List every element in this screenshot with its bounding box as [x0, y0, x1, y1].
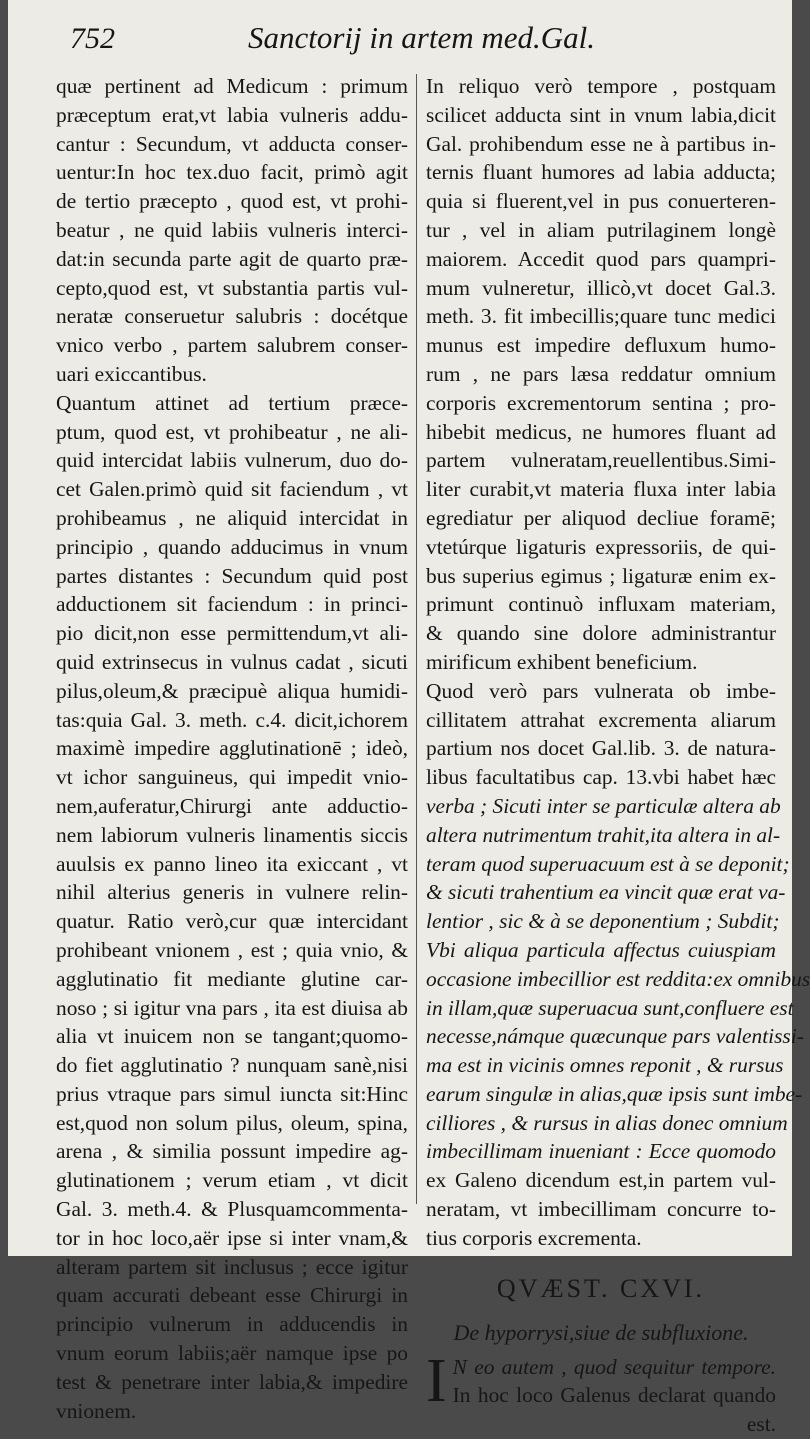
text-line: imbecillimam inueniant : Ecce quomodo [426, 1139, 776, 1164]
text-line: alteram partem sit inclusus ; ecce igitur [56, 1254, 408, 1279]
text-line: necesse,námque quæcunque pars valentissi- [426, 1024, 804, 1049]
text-line: neratam, vt imbecillimam concurre to- [426, 1197, 776, 1222]
text-line: tur , vel in aliam putrilaginem longè [426, 217, 776, 242]
text-line: test & penetrare inter labia,& impedire [56, 1369, 408, 1394]
left-column [56, 72, 408, 1425]
text-line: neratæ conseruetur salubris : docétque [56, 304, 408, 329]
drop-cap: I [426, 1346, 447, 1415]
text-line: ex Galeno dicendum est,in partem vul- [426, 1168, 776, 1193]
text-line: cet Galen.primò quid sit faciendum , vt [56, 477, 408, 502]
text-line: beatur , ne quid labiis vulneris interci- [56, 217, 408, 242]
text-line: dat:in secunda parte agit de quarto præ- [56, 246, 408, 271]
text-line: prohibeamus , ne aliquid intercidat in [56, 505, 408, 530]
text-line: ma est in vicinis omnes reponit , & rursus [426, 1053, 784, 1078]
text-line: teram quod superuacuum est à se deponit; [426, 851, 790, 876]
text-line: rum , ne pars læsa reddatur omnium [426, 361, 776, 386]
quaestio-text [426, 1346, 776, 1439]
text-line: principio , quando adducimus in vnum [56, 534, 408, 559]
text-line: do fiet agglutinatio ? nunquam sanè,nisi [56, 1053, 408, 1078]
running-title: Sanctorij in artem med.Gal. [248, 20, 595, 55]
text-line: & sicuti trahentium ea vincit quæ erat va- [426, 880, 786, 905]
text-line: alia vt inuicem non se tangant;quomo- [56, 1024, 408, 1049]
text-line: In reliquo verò tempore , postquam [426, 74, 776, 98]
text-line: prohibeant vnionem , est ; quia vnio, & [56, 937, 408, 962]
text-line: maiorem. Accedit quod pars quampri- [426, 246, 776, 271]
text-line: quid intercidat labiis vulnerum, duo do- [56, 448, 408, 473]
text-line: Gal. prohibendum esse ne à partibus in- [426, 131, 776, 156]
right-column-text [426, 72, 810, 1253]
text-line: partium nos docet Gal.lib. 3. de natura- [426, 736, 776, 761]
text-line: munus est impedire defluxum humo- [426, 333, 776, 358]
text-line: cilliores , & rursus in alias donec omnium [426, 1110, 788, 1135]
text-line: mum vulneretur, illicò,vt docet Gal.3. [426, 275, 776, 300]
page-number: 752 [70, 22, 115, 55]
quaestio-heading: QVÆST. CXVI. [496, 1273, 706, 1303]
text-line: vt ichor sanguineus, qui impedit vnio- [56, 765, 408, 790]
text-line: N eo autem , quod sequitur tempore. [452, 1354, 776, 1379]
text-line: corporis excrementorum sentina ; pro- [426, 390, 776, 415]
text-line: præceptum erat,vt labia vulneris addu- [56, 102, 408, 127]
text-line: vnionem. [56, 1398, 137, 1423]
text-line: nem labiorum vulneris linamentis siccis [56, 822, 408, 847]
quaestio-subtitle: De hyporrysi,siue de subfluxione. [453, 1319, 749, 1345]
text-line: pilus,oleum,& præcipuè aliqua humidi- [56, 678, 408, 703]
book-page [8, 0, 810, 1437]
text-line: egrediatur per aliquod decliue foramē; [426, 505, 776, 530]
text-line: quam accurati debeant esse Chirurgi in [56, 1283, 408, 1308]
text-line: quæ pertinent ad Medicum : primum [56, 74, 408, 98]
text-line: Gal. 3. meth.4. & Plusquamcommenta- [56, 1197, 408, 1222]
text-line: vnum eorum labiis;aër namque ipse po [56, 1341, 408, 1366]
text-line: auulsis ex panno lineo ita exiccant , vt [56, 851, 408, 876]
text-line: vtetúrque ligaturis expressoriis, de qui- [426, 534, 776, 559]
text-line: primunt continuò influxam materiam, [426, 592, 776, 617]
text-line: earum singulæ in alias,quæ ipsis sunt imbe- [426, 1081, 803, 1106]
text-line: cepto,quod est, vt substantia partis vul- [56, 275, 408, 300]
text-line: in illam,quæ superuacua sunt,confluere est [426, 995, 794, 1020]
text-line: agglutinatio fit mediante glutine car- [56, 966, 408, 991]
text-line: principio vulnerum in adducendis in [56, 1312, 408, 1337]
text-line: Quod verò pars vulnerata ob imbe- [426, 678, 776, 703]
text-line: meth. 3. fit imbecillis;quare tunc medici [426, 304, 776, 329]
text-line: occasione imbecillior est reddita:ex omnibus [426, 966, 810, 991]
text-line: & quando sine dolore administrantur [426, 621, 776, 646]
text-line: uentur:In hoc tex.duo facit, primò agit [56, 160, 408, 185]
text-line: partem vulneratam,reuellentibus.Simi- [426, 448, 776, 473]
text-line: arena , & similia possunt impedire ag- [56, 1139, 408, 1164]
text-line: verba ; Sicuti inter se particulæ altera ab [426, 793, 781, 818]
text-line: quid extrinsecus in vulnus cadat , sicuti [56, 649, 408, 674]
text-line: glutinationem ; verum etiam , vt dicit [56, 1168, 408, 1193]
text-line: adductionem sit faciendum : in princi- [56, 592, 408, 617]
text-line: hibebit medicus, ne humores fluant ad [426, 419, 776, 444]
text-line: partes distantes : Secundum quid post [56, 563, 408, 588]
text-line: uari exiccantibus. [56, 361, 207, 386]
right-column [426, 72, 810, 1439]
text-line: altera nutrimentum trahit,ita altera in al- [426, 822, 781, 847]
column-divider [416, 74, 417, 1204]
text-line: tius corporis excrementa. [426, 1225, 642, 1250]
text-line: cantur : Secundum, vt adducta conser- [56, 131, 408, 156]
text-line: ternis fluant humores ad labia adducta; [426, 160, 776, 185]
text-line: scilicet adducta sint in vnum labia,dicit [426, 102, 776, 127]
text-line: nihil alterius generis in vulnere relin- [56, 880, 408, 905]
text-line: quia si fluerent,vel in pus conuerteren- [426, 189, 776, 214]
text-line: nem,auferatur,Chirurgi ante adductio- [56, 793, 408, 818]
text-line: ptum, quod est, vt prohibeatur , ne ali- [56, 419, 408, 444]
text-line: Vbi aliqua particula affectus cuiuspiam [426, 937, 776, 962]
text-line: tas:quia Gal. 3. meth. c.4. dicit,ichorem [56, 707, 408, 732]
text-line: est. [746, 1412, 776, 1437]
text-line: mirificum exhibent beneficium. [426, 649, 698, 674]
text-line: de tertio præcepto , quod est, vt prohi- [56, 189, 408, 214]
text-line: In hoc loco Galenus declarat quando [452, 1383, 776, 1408]
text-line: Quantum attinet ad tertium præce- [56, 390, 408, 415]
text-line: maximè impedire agglutinationē ; ideò, [56, 736, 408, 761]
text-line: bus superius egimus ; ligaturæ enim ex- [426, 563, 776, 588]
text-line: est,quod non solum pilus, oleum, spina, [56, 1110, 408, 1135]
text-line: libus facultatibus cap. 13.vbi habet hæc [426, 765, 776, 790]
text-line: noso ; si igitur vna pars , ita est diuisa ab [56, 995, 408, 1020]
text-line: vnico verbo , partem salubrem conser- [56, 333, 408, 358]
text-line: tor in hoc loco,aër ipse si inter vnam,& [56, 1225, 408, 1250]
text-line: lentior , sic & à se deponentium ; Subdit; [426, 909, 780, 934]
text-line: prius vtraque pars simul iuncta sit:Hinc [56, 1081, 408, 1106]
text-line: pio dicit,non esse permittendum,vt ali- [56, 621, 408, 646]
text-line: liter curabit,vt materia fluxa inter labia [426, 477, 776, 502]
text-line: cillitatem attrahat excrementa aliarum [426, 707, 776, 732]
text-line: quatur. Ratio verò,cur quæ intercidant [56, 909, 408, 934]
